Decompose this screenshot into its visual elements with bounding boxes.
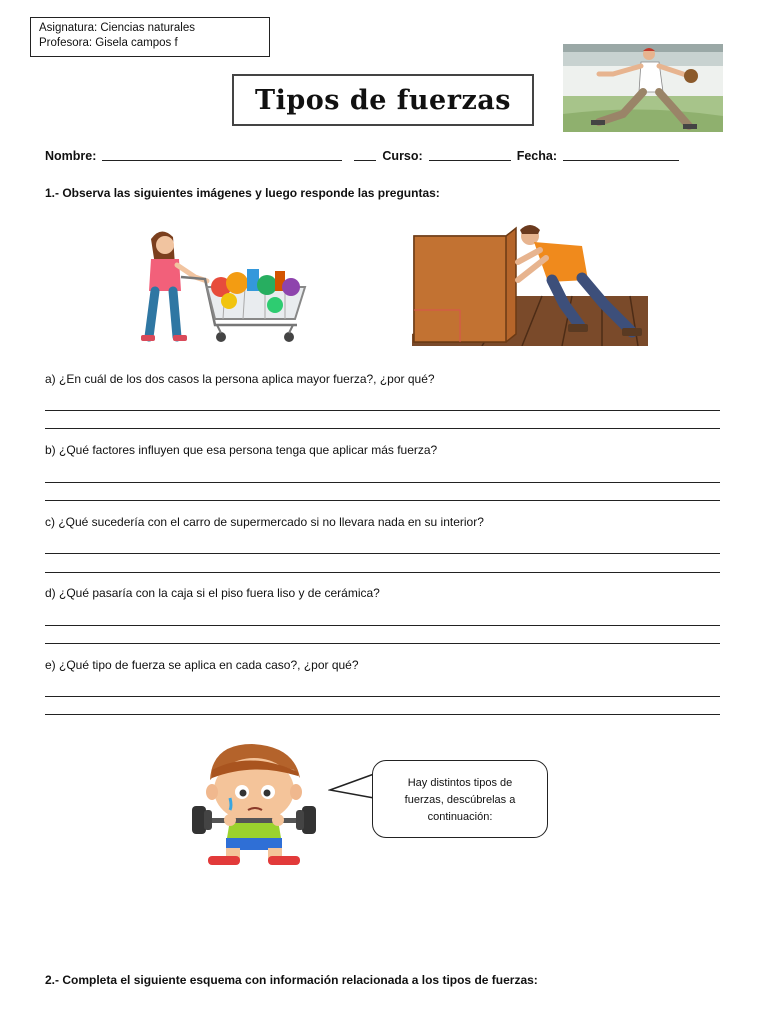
- speech-bubble: [372, 760, 548, 838]
- bubble-line-1: Hay distintos tipos de: [407, 777, 513, 789]
- question-e: e) ¿Qué tipo de fuerza se aplica en cada caso?, ¿por qué?: [45, 658, 359, 672]
- name-input-line[interactable]: [102, 148, 342, 161]
- question-d: d) ¿Qué pasaría con la caja si el piso fuera liso y de cerámica?: [45, 586, 380, 600]
- answer-line-e1[interactable]: [45, 696, 720, 697]
- answer-line-c2[interactable]: [45, 572, 720, 573]
- question-b: b) ¿Qué factores influyen que esa persona tenga que aplicar más fuerza?: [45, 443, 438, 457]
- section1-instruction: 1.- Observa las siguientes imágenes y luego responde las preguntas:: [45, 186, 440, 200]
- question-c: c) ¿Qué sucedería con el carro de supermercado si no llevara nada en su interior?: [45, 515, 484, 529]
- teacher-text: Profesora: Gisela campos f: [39, 37, 178, 49]
- answer-line-b1[interactable]: [45, 482, 720, 483]
- date-label: Fecha:: [516, 149, 557, 163]
- name-label: Nombre:: [45, 149, 97, 163]
- date-input-line[interactable]: [563, 148, 679, 161]
- weightlifter-boy-illustration: [190, 740, 320, 870]
- subject-info-box: [30, 17, 270, 57]
- question-a: a) ¿En cuál de los dos casos la persona aplica mayor fuerza?, ¿por qué?: [45, 372, 435, 386]
- shopping-cart-image: [125, 225, 307, 347]
- pitcher-image: [563, 44, 723, 132]
- page-title: [232, 74, 534, 126]
- pushing-box-image: [412, 222, 648, 346]
- name-extra-line[interactable]: [354, 148, 376, 161]
- answer-line-b2[interactable]: [45, 500, 720, 501]
- answer-line-c1[interactable]: [45, 553, 720, 554]
- title-text: Tipos de fuerzas: [255, 84, 511, 116]
- student-fields-row: [45, 143, 735, 163]
- pushing-box-illustration: [412, 222, 648, 346]
- answer-line-a1[interactable]: [45, 410, 720, 411]
- answer-line-d1[interactable]: [45, 625, 720, 626]
- answer-line-e2[interactable]: [45, 714, 720, 715]
- weightlifter-boy-image: [190, 740, 320, 870]
- answer-line-d2[interactable]: [45, 643, 720, 644]
- subject-text: Asignatura: Ciencias naturales: [39, 22, 195, 34]
- bubble-line-2: fuerzas, descúbrelas a: [404, 794, 516, 806]
- answer-line-a2[interactable]: [45, 428, 720, 429]
- bubble-tail: [328, 772, 376, 802]
- course-label: Curso:: [382, 149, 423, 163]
- bubble-line-3: continuación:: [427, 811, 493, 823]
- section2-instruction: 2.- Completa el siguiente esquema con información relacionada a los tipos de fuerzas:: [45, 973, 538, 987]
- shopping-cart-illustration: [125, 225, 307, 347]
- pitcher-illustration: [563, 44, 723, 132]
- course-input-line[interactable]: [429, 148, 511, 161]
